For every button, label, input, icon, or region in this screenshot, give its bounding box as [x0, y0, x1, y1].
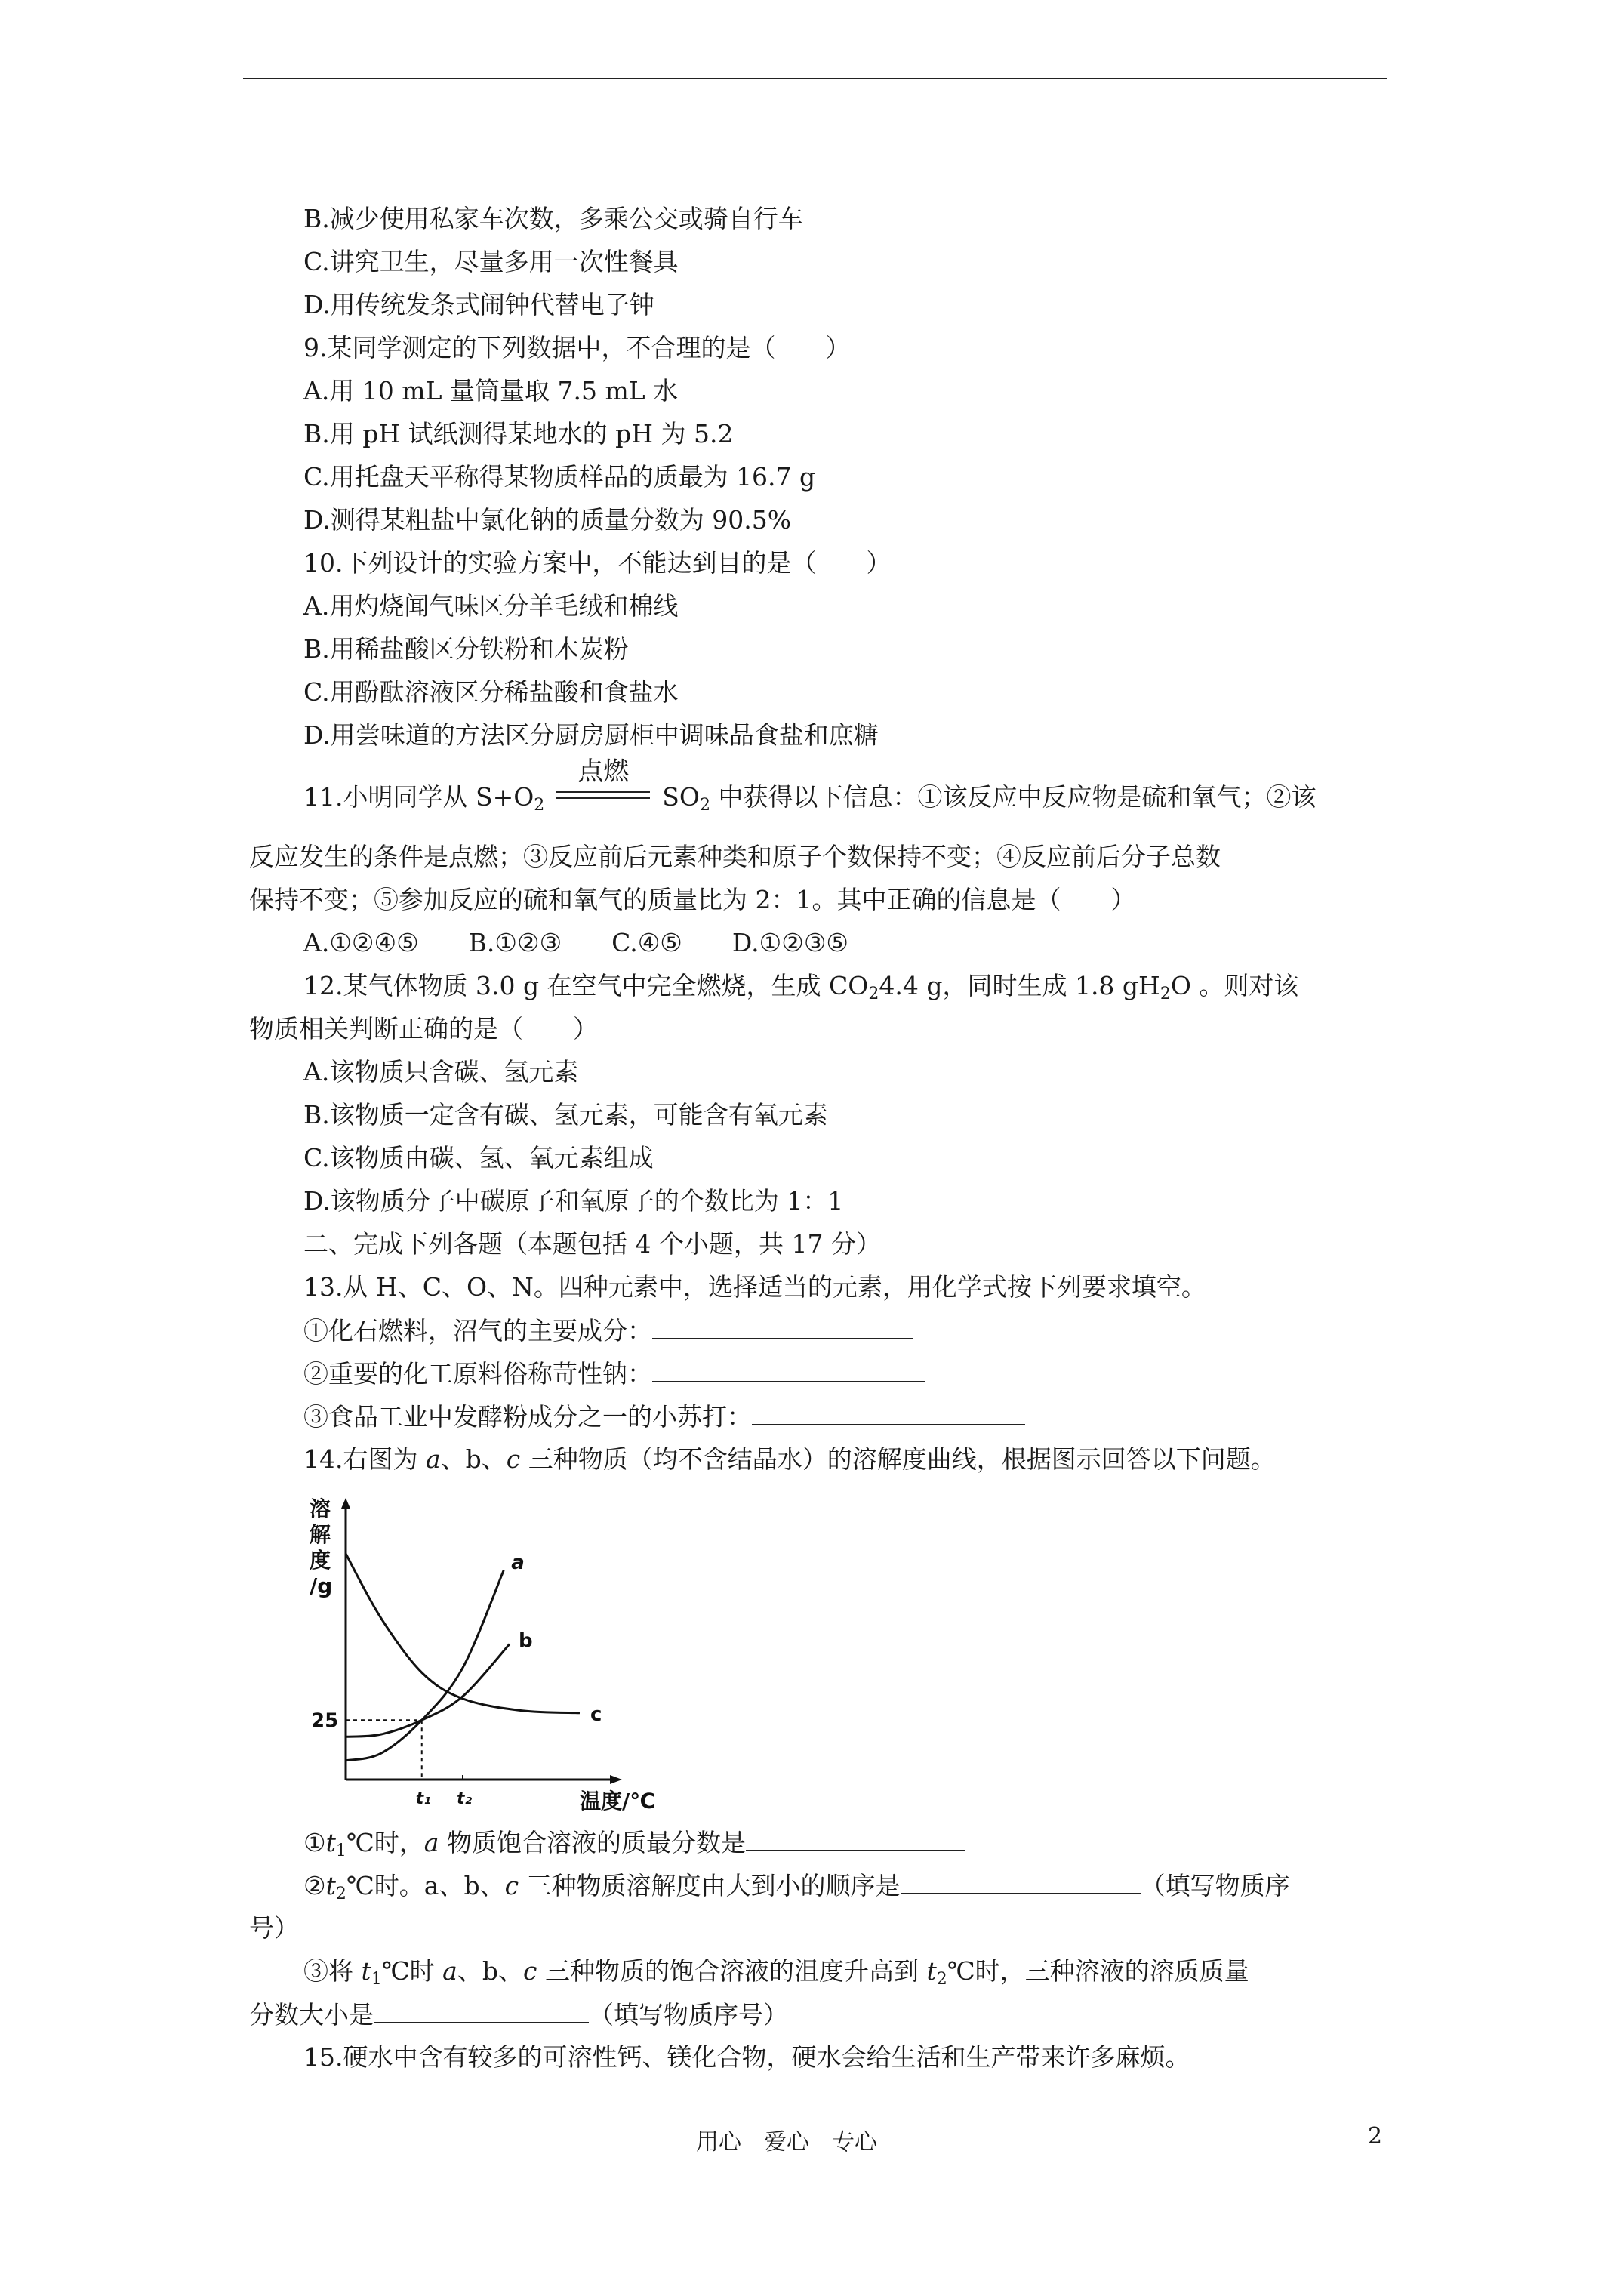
- option-line: C.用酚酞溶液区分稀盐酸和食盐水: [303, 677, 679, 707]
- y-axis-arrow: [341, 1498, 350, 1509]
- question-13: 13.从 H、C、O、N。四种元素中，选择适当的元素，用化学式按下列要求填空。: [303, 1272, 1206, 1302]
- question-text: 保持不变；⑤参加反应的硫和氧气的质量比为 2：1。其中正确的信息是（ ）: [249, 885, 1136, 914]
- answer-blank[interactable]: [752, 1401, 1025, 1425]
- question-11: 11.小明同学从 $S+O_2$ 点燃 $SO_2$ 中获得以下信息：①该反应中反应物是硫和氧气；②该: [303, 757, 1317, 815]
- option-line: D.该物质分子中碳原子和氧原子的个数比为 1：1: [303, 1186, 844, 1216]
- question-10: 10.下列设计的实验方案中，不能达到目的是（ ）: [303, 548, 892, 578]
- option-line: D.测得某粗盐中氯化钠的质量分数为 90.5%: [303, 505, 792, 535]
- answer-blank[interactable]: [374, 1999, 589, 2023]
- option-line: B.该物质一定含有碳、氢元素，可能含有氧元素: [303, 1100, 828, 1130]
- y-axis-label: 解: [310, 1522, 331, 1547]
- series-label-c: c: [590, 1703, 602, 1726]
- x-axis-label: 温度/℃: [580, 1789, 656, 1814]
- question-9: 9.某同学测定的下列数据中，不合理的是（ ）: [303, 333, 851, 362]
- x-axis-arrow: [610, 1775, 622, 1784]
- section-heading: 二、完成下列各题（本题包括 4 个小题，共 17 分）: [303, 1229, 881, 1259]
- option-line: D.用尝味道的方法区分厨房厨柜中调味品食盐和庶糖: [303, 720, 879, 750]
- question-text: 物质相关判断正确的是（ ）: [249, 1014, 598, 1043]
- option-line: B.用稀盐酸区分铁粉和木炭粉: [303, 634, 629, 664]
- series-curve-c: [346, 1551, 580, 1713]
- fill-line: ①化石燃料，沼气的主要成分：: [303, 1315, 913, 1346]
- y-tick-label: 25: [311, 1709, 339, 1733]
- question-12: 12.某气体物质 3.0 g 在空气中完全燃烧，生成 $CO_24.4$ g，同时生成 1.8 $gH_2O$ 。则对该: [303, 971, 1299, 1003]
- question-15: 15.硬水中含有较多的可溶性钙、镁化合物，硬水会给生活和生产带来许多麻烦。: [303, 2042, 1190, 2072]
- question-14: 14.右图为 a、b、c 三种物质（均不含结晶水）的溶解度曲线，根据图示回答以下问题。: [303, 1444, 1276, 1474]
- fill-line: 分数大小是 （填写物质序号）: [249, 2000, 788, 2029]
- option-line: D.用传统发条式闹钟代替电子钟: [303, 290, 654, 319]
- fill-line: ③将 $t_1℃$时 a、b、c 三种物质的饱合溶液的沮度升高到 $t_2℃$时，三种溶液的溶质质量: [303, 1956, 1249, 1989]
- series-label-a: a: [511, 1551, 525, 1574]
- option-line: C.该物质由碳、氢、氧元素组成: [303, 1143, 654, 1173]
- footer-motto: 用心 爱心 专心: [696, 2129, 877, 2156]
- y-axis-label: 度: [310, 1548, 331, 1573]
- option-line: A.该物质只含碳、氢元素: [303, 1057, 579, 1086]
- reaction-condition: 点燃: [550, 782, 656, 812]
- answer-blank[interactable]: [652, 1315, 913, 1339]
- y-axis-label: 溶: [310, 1496, 331, 1521]
- x-tick-label: t₁: [415, 1789, 431, 1808]
- series-label-b: b: [519, 1629, 533, 1653]
- header-rule: [243, 78, 1387, 79]
- answer-blank[interactable]: [652, 1358, 925, 1382]
- y-axis-label: /g: [310, 1573, 333, 1598]
- option-line: A.用灼烧闻气味区分羊毛绒和棉线: [303, 591, 679, 621]
- option-line: B.减少使用私家车次数，多乘公交或骑自行车: [303, 204, 803, 233]
- option-line: A.①②④⑤ B.①②③ C.④⑤ D.①②③⑤: [303, 928, 848, 957]
- option-line: C.讲究卫生，尽量多用一次性餐具: [303, 247, 679, 276]
- option-line: A.用 10 mL 量筒量取 7.5 mL 水: [303, 376, 679, 405]
- x-tick-label: t₂: [457, 1789, 473, 1808]
- fill-line: $①t_1℃$时，a 物质饱合溶液的质最分数是: [303, 1827, 965, 1866]
- fill-line: ③食品工业中发酵粉成分之一的小苏打：: [303, 1401, 1025, 1432]
- fill-line: $②t_2℃$时。a、b、c 三种物质溶解度由大到小的顺序是 （填写物质序: [303, 1871, 1290, 1903]
- chart-layer: [310, 1496, 655, 1814]
- page-number: 2: [1368, 2123, 1383, 2150]
- solubility-chart: [308, 1496, 701, 1814]
- question-text: 号）: [249, 1913, 299, 1943]
- option-line: B.用 pH 试纸测得某地水的 pH 为 5.2: [303, 419, 734, 448]
- question-text: 反应发生的条件是点燃；③反应前后元素种类和原子个数保持不变；④反应前后分子总数: [249, 842, 1221, 871]
- answer-blank[interactable]: [746, 1827, 965, 1851]
- fill-line: ②重要的化工原料俗称苛性钠：: [303, 1358, 925, 1389]
- option-line: C.用托盘天平称得某物质样品的质最为 16.7 g: [303, 462, 816, 492]
- series-curve-b: [346, 1644, 510, 1737]
- answer-blank[interactable]: [901, 1870, 1141, 1894]
